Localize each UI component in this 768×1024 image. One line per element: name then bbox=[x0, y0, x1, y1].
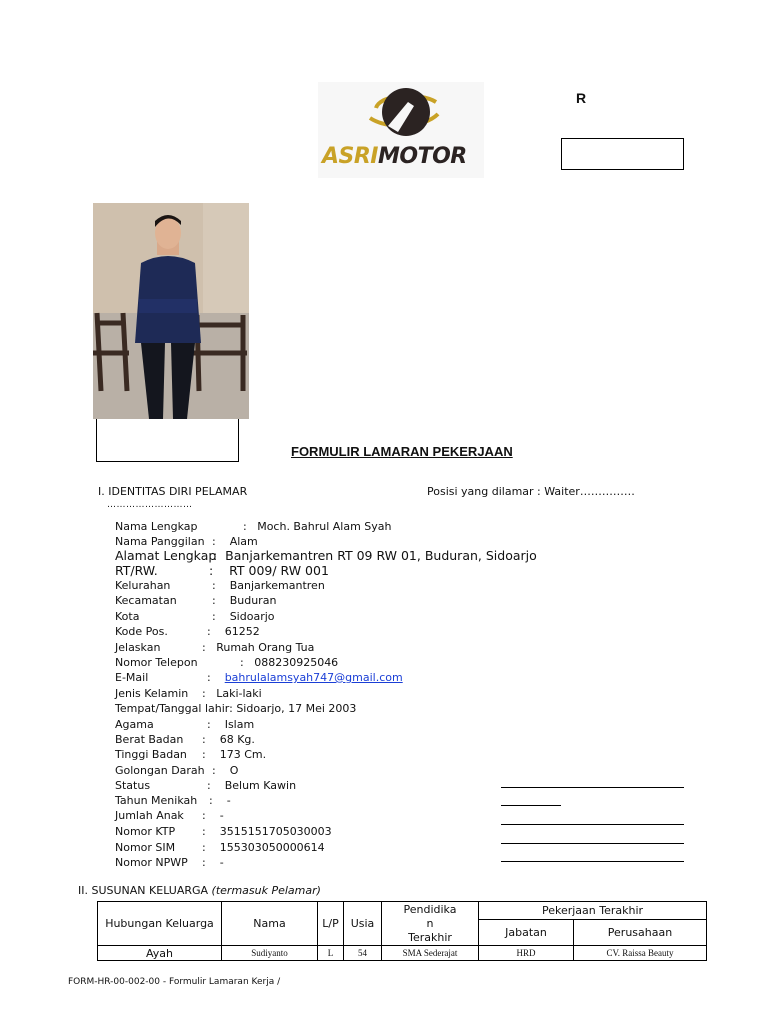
section-1-title: I. IDENTITAS DIRI PELAMAR bbox=[98, 485, 248, 498]
footer-form-code: FORM-HR-00-002-00 - Formulir Lamaran Kerja / bbox=[68, 977, 281, 987]
corner-mark: R bbox=[576, 90, 587, 106]
header-company: Perusahaan bbox=[574, 920, 707, 946]
blank-line bbox=[501, 843, 684, 844]
company-logo bbox=[318, 82, 484, 178]
helmet-logo-icon bbox=[318, 82, 484, 144]
section-1-dots: ……………………… bbox=[107, 500, 193, 510]
header-name: Nama bbox=[222, 902, 318, 946]
header-last-job: Pekerjaan Terakhir bbox=[479, 902, 707, 920]
blank-line bbox=[501, 824, 684, 825]
applicant-photo bbox=[93, 203, 249, 419]
position-applied: Posisi yang dilamar : Waiter…………… bbox=[427, 485, 635, 498]
blank-line bbox=[501, 787, 684, 788]
table-row: Ayah Sudiyanto L 54 SMA Sederajat HRD CV. Raissa Beauty bbox=[98, 946, 707, 961]
email-link[interactable]: bahrulalamsyah747@gmail.com bbox=[224, 671, 403, 684]
section-2-title: II. SUSUNAN KELUARGA (termasuk Pelamar) bbox=[78, 884, 321, 897]
form-number-box bbox=[561, 138, 684, 170]
header-gender: L/P bbox=[318, 902, 344, 946]
family-table bbox=[97, 901, 707, 961]
blank-line bbox=[501, 861, 684, 862]
signature-box bbox=[96, 419, 239, 462]
header-education: Pendidika n Terakhir bbox=[382, 902, 479, 946]
logo-wordmark: ASRIMOTOR bbox=[322, 144, 467, 169]
header-age: Usia bbox=[344, 902, 382, 946]
header-relation: Hubungan Keluarga bbox=[98, 902, 222, 946]
blank-line bbox=[501, 805, 561, 806]
form-title: FORMULIR LAMARAN PEKERJAAN bbox=[291, 444, 513, 459]
field-tempat-tanggal-lahir: Tempat/Tanggal lahir: Sidoarjo, 17 Mei 2003 bbox=[115, 702, 357, 715]
header-position: Jabatan bbox=[479, 920, 574, 946]
